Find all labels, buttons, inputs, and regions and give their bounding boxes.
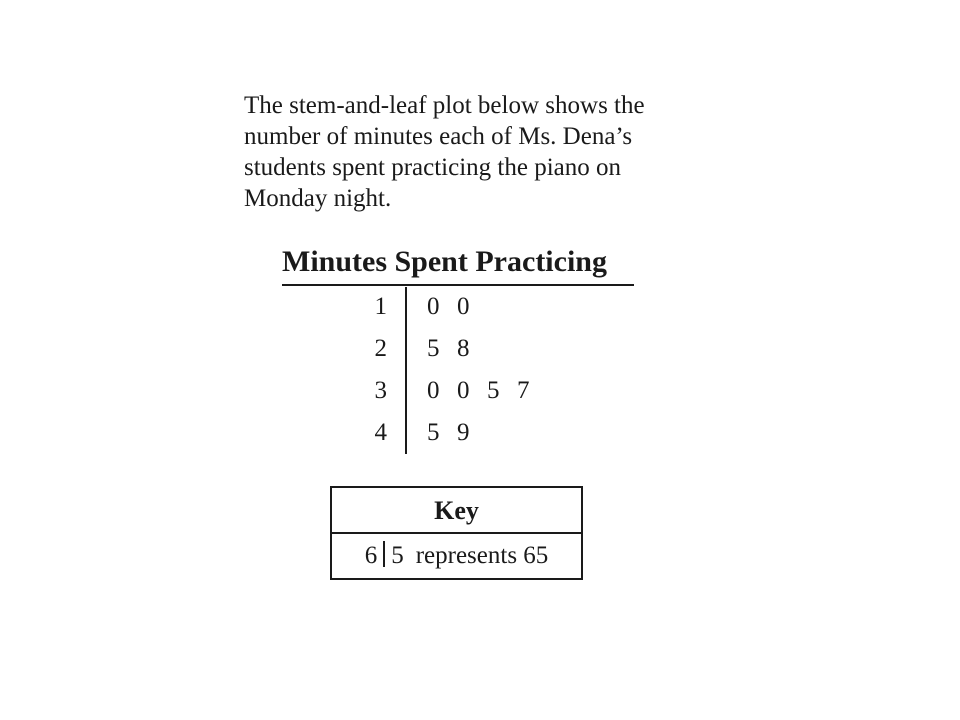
key-text: represents 65: [415, 542, 549, 569]
leaf: 9: [457, 419, 470, 446]
intro-line-1: The stem-and-leaf plot below shows the: [244, 92, 645, 119]
leaves-row-4: [427, 418, 487, 448]
leaf: 0: [427, 293, 440, 320]
leaf: 5: [427, 335, 440, 362]
key-title: Key: [332, 488, 581, 534]
key-stem: 6: [364, 542, 378, 569]
title-underline: [282, 284, 634, 286]
leaf: 7: [517, 377, 530, 404]
leaf: 5: [427, 419, 440, 446]
intro-paragraph: [244, 90, 714, 214]
intro-line-2: number of minutes each of Ms. Dena’s: [244, 123, 633, 150]
leaf: 0: [457, 377, 470, 404]
leaves-row-3: [427, 376, 547, 406]
intro-line-4: Monday night.: [244, 185, 392, 212]
intro-line-3: students spent practicing the piano on: [244, 154, 622, 181]
stem-divider-line: [405, 287, 407, 454]
leaf: 5: [487, 377, 500, 404]
key-leaf: 5: [391, 542, 404, 569]
stem-1: 1: [374, 293, 387, 320]
leaf: 0: [427, 377, 440, 404]
plot-title: Minutes Spent Practicing: [282, 245, 607, 278]
stem-4: 4: [374, 419, 387, 446]
key-example: [332, 534, 581, 578]
key-box: [330, 486, 583, 580]
leaf: 8: [457, 335, 470, 362]
stem-2: 2: [374, 335, 387, 362]
leaves-row-2: [427, 334, 487, 364]
key-divider: [383, 541, 385, 567]
leaves-row-1: [427, 292, 487, 322]
stem-3: 3: [374, 377, 387, 404]
leaf: 0: [457, 293, 470, 320]
